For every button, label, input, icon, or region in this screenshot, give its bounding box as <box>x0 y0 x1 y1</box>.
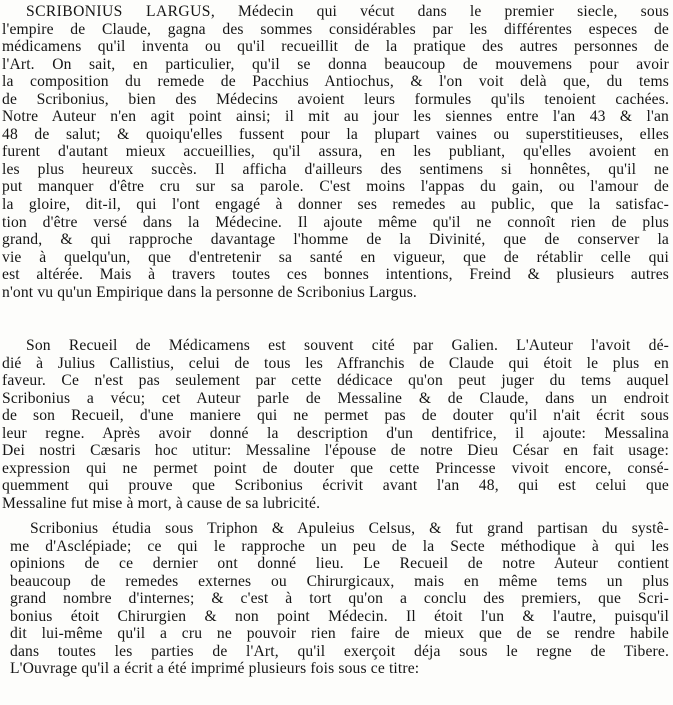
text-line: dit lui-même qu'il a cru ne pouvoir rien faire de mieux que de se rendre habile <box>10 625 669 643</box>
text-line: me d'Asclépiade; ce qui le rapproche un peu de la Secte méthodique à qui les <box>10 537 669 555</box>
text-line: de son Recueil, d'une maniere qui ne permet pas de douter qu'il n'ait écrit sous <box>2 407 669 425</box>
text-line: L'Ouvrage qu'il a écrit a été imprimé plusieurs fois sous ce titre: <box>10 660 420 678</box>
text-line-content: , Médecin qui vécut dans le premier siecle, sous <box>210 3 669 20</box>
text-line: est altérée. Mais à travers toutes ces bonnes intentions, Freind & plusieurs autres <box>2 266 669 284</box>
text-line: Notre Auteur n'en agit point ainsi; il mit au jour les siennes entre l'an 43 & l'an <box>2 108 669 126</box>
text-line: Dei nostri Cæsaris hoc utitur: Messaline l'épouse de notre Dieu César en fait usage: <box>2 442 669 460</box>
paragraph-studies-and-work <box>0 520 673 678</box>
text-line: leur regne. Après avoir donné la description d'un dentifrice, il ajoute: Messalina <box>2 424 669 442</box>
text-line: expression qui ne permet point de douter que cette Princesse vivoit encore, consé- <box>2 459 669 477</box>
text-line: faveur. Ce n'est pas seulement par cette dédicace qu'on peut juger du tems auquel <box>2 372 669 390</box>
text-line: Scribonius étudia sous Triphon & Apuleius Celsus, & fut grand partisan du systê- <box>30 520 669 537</box>
text-line: la composition du remede de Pacchius Antiochus, & l'on voit delà que, du tems <box>2 73 669 91</box>
paragraph-scribonius-biography <box>0 3 673 301</box>
text-line: Son Recueil de Médicamens est souvent cité par Galien. L'Auteur l'avoit dé- <box>26 337 669 354</box>
text-line: dié à Julius Callistius, celui de tous les Affranchis de Claude qui étoit le plus en <box>2 354 669 372</box>
text-line: quemment qui prouve que Scribonius écrivit avant l'an 48, qui est celui que <box>2 477 669 495</box>
text-line: l'Art. On sait, en particulier, qu'il se donna beaucoup de mouvemens pour avoir <box>2 55 669 73</box>
text-line: furent d'autant mieux accueillies, qu'il assura, en les publiant, qu'elles avoient en <box>2 143 669 161</box>
text-line: les plus heureux succès. Il afficha d'ailleurs des sentimens si honnêtes, qu'il ne <box>2 160 669 178</box>
text-line: grand nombre d'internes; & c'est à tort qu'on a conclu des premiers, que Scri- <box>10 590 669 608</box>
text-line: vie à quelqu'un, que d'entretenir sa santé en vigueur, que de rétablir celle qui <box>2 248 669 266</box>
text-line: dans toutes les parties de l'Art, qu'il exerçoit déja sous le regne de Tibere. <box>10 642 669 660</box>
text-line: beaucoup de remedes externes ou Chirurgicaux, mais en même tems un plus <box>10 572 669 590</box>
paragraph-recueil-de-medicamens <box>0 337 673 512</box>
text-line: opinions de ce dernier ont donné lieu. Le Recueil de notre Auteur contient <box>10 555 669 573</box>
text-line: tion d'être versé dans la Médecine. Il ajoute même qu'il ne connoît rien de plus <box>2 213 669 231</box>
text-line: Scribonius a vécu; cet Auteur parle de Messaline & de Claude, dans un endroit <box>2 389 669 407</box>
text-line: put manquer d'être cru sur sa parole. C'est moins l'appas du gain, ou l'amour de <box>2 178 669 196</box>
text-line: la gloire, dit-il, qui l'ont engagé à donner ses remedes au public, que la satisfac- <box>2 196 669 214</box>
text-line: médicamens qu'il inventa ou qu'il recueillit de la pratique des autres personnes de <box>2 38 669 56</box>
text-line: l'empire de Claude, gagna des sommes considérables par les différentes especes de <box>2 20 669 38</box>
text-line: Messaline fut mise à mort, à cause de sa lubricité. <box>2 494 321 512</box>
text-line: 48 de salut; & quoiqu'elles fussent pour la plupart vaines ou superstitieuses, elles <box>2 125 669 143</box>
entry-heading: SCRIBONIUS LARGUS <box>26 3 211 20</box>
text-line: bonius étoit Chirurgien & non point Médecin. Il étoit l'un & l'autre, puisqu'il <box>10 607 669 625</box>
text-line: n'ont vu qu'un Empirique dans la personne de Scribonius Largus. <box>2 283 417 301</box>
text-line: grand, & qui rapproche davantage l'homme de la Divinité, que de conserver la <box>2 231 669 249</box>
text-line: de Scribonius, bien des Médecins avoient leurs formules qu'ils tenoient cachées. <box>2 90 669 108</box>
text-line <box>0 3 673 21</box>
